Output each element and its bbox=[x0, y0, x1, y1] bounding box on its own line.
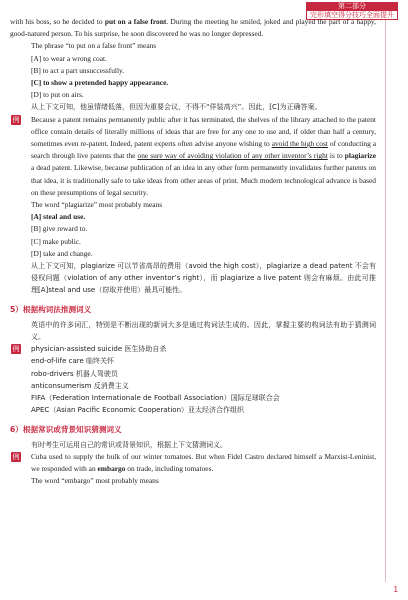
explanation-1: 从上下文可知，他虽情绪低落，但因为重要会议，不得不“佯装高兴”。因此，[C]为正确答案。 bbox=[31, 103, 322, 112]
example-2 bbox=[10, 114, 376, 199]
question-3: The word “embargo” most probably means bbox=[31, 476, 159, 486]
part-label: 第二部分 bbox=[306, 2, 398, 11]
margin-line bbox=[385, 20, 386, 582]
option-2c: [C] make public. bbox=[31, 236, 81, 246]
example-3 bbox=[10, 451, 376, 475]
option-2a: [A] steal and use. bbox=[31, 212, 86, 222]
main-content bbox=[10, 16, 376, 488]
section-5-title: 5）根据构词法推测词义 bbox=[10, 304, 92, 314]
passage-3: Cuba used to supply the bulk of our winter tomatoes. But when Fidel Castro declared himself a Marxist-Leninist, we responded with an embargo on trade, including tomatoes. bbox=[31, 451, 376, 474]
word-item: robo-drivers 机器人驾驶员 bbox=[31, 369, 118, 378]
section-6-intro: 有时考生可运用自己的常识或背景知识，根据上下文猜测词义。 bbox=[31, 440, 227, 449]
word-item: FIFA（Federation Internationale de Football Association）国际足球联合会 bbox=[31, 394, 280, 403]
passage-1: with his boss, so he decided to put on a false front. During the meeting he smiled, joked and played the part of a happy, good-natured person. To his surprise, he soon discovered he was no longer depressed. bbox=[10, 17, 376, 39]
word-item: anticonsumerism 反消费主义 bbox=[31, 381, 129, 390]
option-2d: [D] take and change. bbox=[31, 248, 93, 258]
page-number: 1 bbox=[393, 585, 398, 594]
option-1c: [C] to show a pretended happy appearance. bbox=[31, 78, 169, 88]
question-1: The phrase “to put on a false front” means bbox=[31, 41, 157, 51]
word-item: end-of-life care 临终关怀 bbox=[31, 357, 115, 366]
passage-2: Because a patent remains permanently public after it has terminated, the shelves of the library attached to the patent office contain details of literally millions of ideas that are free for any one to use and, if older than half a century, sometimes even re-patent. Indeed, patent experts often advise anyone wishing to avoid the high cost of conducting a search through live patents that the one sure way of avoiding violation of any other inventor’s right is to plagiarize a dead patent. Likewise, because publication of an idea in any other form permanently invalidates further patents on that idea, it is traditionally safe to take ideas from other areas of print. Much modern technological advance is based on these presumptions of legal security. bbox=[31, 114, 376, 197]
example-icon: 例 bbox=[12, 345, 20, 354]
underline-high-cost: avoid the high cost bbox=[271, 139, 328, 149]
explanation-2: 从上下文可知，plagiarize 可以节省高昂的费用（avoid the high cost），plagiarize a dead patent 不会有侵权问题（violation of any other inventor’s right），而 plagiarize a live patent 则会有麻烦。由此可推理[A]steal and use（窃取并使用）最具可能性。 bbox=[31, 262, 376, 295]
option-2b: [B] give reward to. bbox=[31, 224, 88, 234]
embargo-word: embargo bbox=[97, 464, 126, 474]
option-1b: [B] to act a part unsuccessfully. bbox=[31, 65, 125, 75]
false-front-phrase: put on a false front bbox=[104, 17, 167, 26]
option-1d: [D] to put on airs. bbox=[31, 90, 84, 100]
question-2: The word “plagiarize” most probably means bbox=[31, 200, 163, 210]
section-6-title: 6）根据常识或背景知识猜测词义 bbox=[10, 424, 122, 434]
example-icon: 例 bbox=[12, 115, 20, 124]
word-item: physician-assisted suicide 医生协助自杀 bbox=[31, 345, 167, 354]
underline-sure-way: one sure way of avoiding violation of any other inventor’s right bbox=[137, 151, 328, 161]
word-item: APEC（Asian Pacific Economic Cooperation）亚太经济合作组织 bbox=[31, 406, 245, 415]
option-1a: [A] to wear a wrong coat. bbox=[31, 53, 107, 63]
example-icon: 例 bbox=[12, 452, 20, 461]
part-subtitle: 完形填空得分技巧全面提升 bbox=[306, 11, 398, 20]
section-5-intro: 英语中的许多词汇，特别是不断出现的新词大多是通过构词法生成的。因此，掌握主要的构词法有助于猜测词义。 bbox=[31, 320, 376, 342]
example-words bbox=[10, 343, 376, 355]
plagiarize-word: plagiarize bbox=[344, 151, 376, 161]
